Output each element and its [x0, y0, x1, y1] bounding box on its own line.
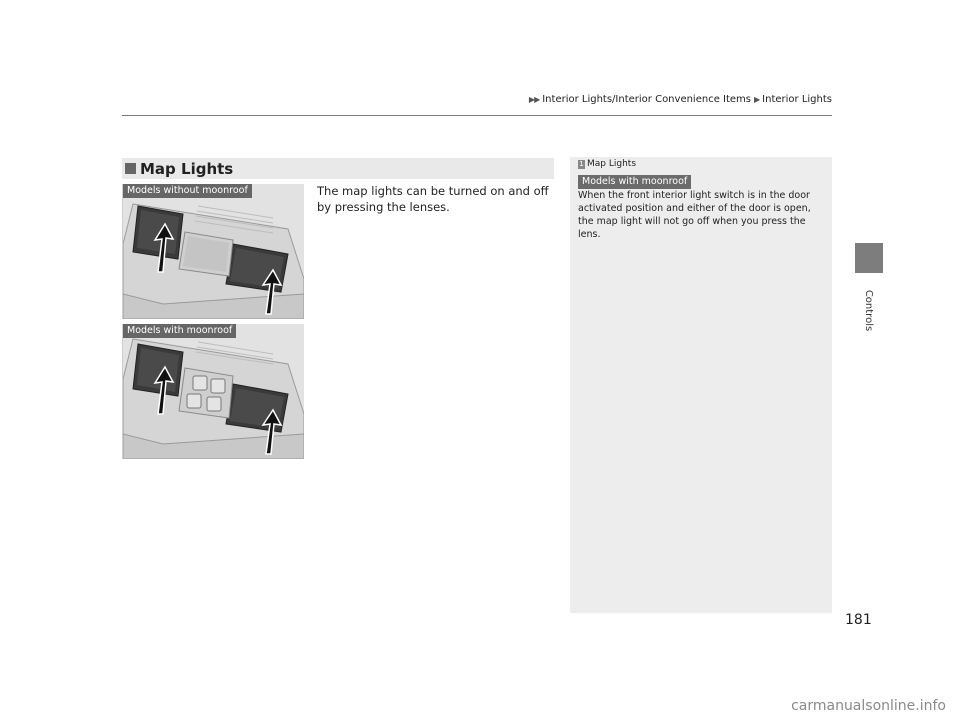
section-title: Map Lights — [140, 159, 234, 178]
square-icon — [125, 163, 136, 174]
note-text: When the front interior light switch is in the door activated position and either of the door is open, the map light will not go off when you press the lens. — [578, 190, 811, 240]
side-label-text: Controls — [863, 289, 875, 331]
body-text: The map lights can be turned on and off by pressing the lenses. — [317, 184, 549, 214]
note-number: 1 — [579, 159, 584, 168]
map-light-illustration — [123, 184, 304, 319]
figure-label: Models without moonroof — [123, 184, 252, 198]
map-light-illustration — [123, 324, 304, 459]
breadcrumb-item[interactable]: Interior Lights — [762, 94, 832, 105]
arrow-icon: ▶ — [754, 95, 760, 104]
breadcrumb — [529, 94, 832, 105]
header-rule — [122, 115, 832, 116]
figure-with-moonroof — [122, 324, 304, 459]
note-panel — [570, 157, 832, 613]
section-header — [122, 158, 554, 179]
note-badge: Models with moonroof — [578, 175, 691, 189]
page-number: 181 — [845, 612, 872, 628]
watermark[interactable]: carmanualsonline.info — [791, 698, 946, 714]
side-label — [854, 280, 884, 340]
figure-without-moonroof — [122, 184, 304, 319]
breadcrumb-item[interactable]: Interior Lights/Interior Convenience Items — [542, 94, 752, 105]
section-tab — [855, 243, 883, 273]
note-title — [578, 159, 636, 169]
note-title-text: Map Lights — [587, 159, 637, 169]
figure-label: Models with moonroof — [123, 324, 236, 338]
double-arrow-icon: ▶▶ — [528, 95, 540, 104]
